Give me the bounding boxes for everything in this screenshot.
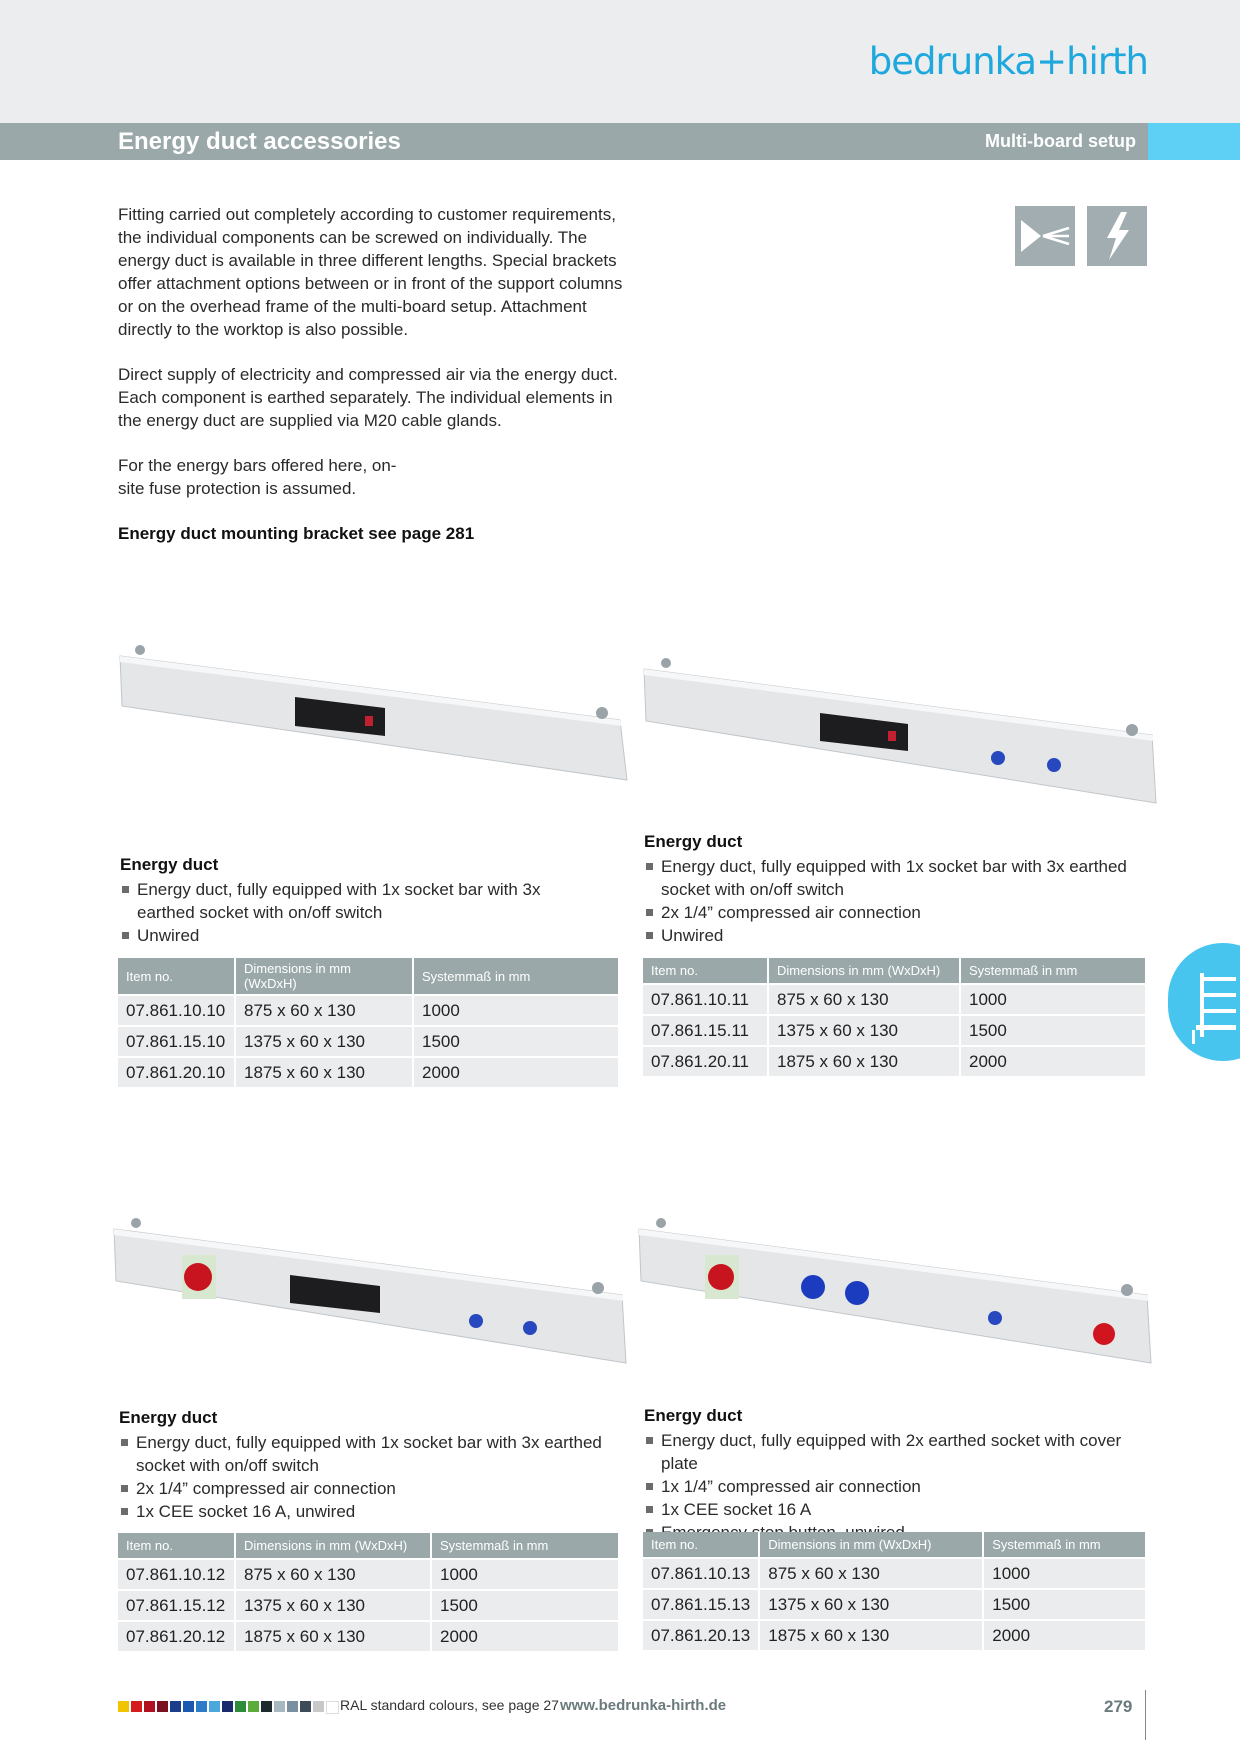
feature-item: Energy duct, fully equipped with 2x earthed socket with cover plate: [644, 1429, 1144, 1475]
product-title: Energy duct: [644, 1406, 743, 1425]
system-size: 1000: [414, 996, 618, 1025]
column-header: Systemmaß in mm: [984, 1532, 1145, 1557]
column-header: Item no.: [118, 958, 236, 994]
colour-swatch: [196, 1701, 207, 1712]
compressed-air-icon: [1015, 206, 1075, 266]
item-number: 07.861.20.11: [643, 1047, 769, 1076]
system-size: 2000: [432, 1622, 618, 1651]
system-size: 1000: [961, 985, 1145, 1014]
website-link[interactable]: www.bedrunka-hirth.de: [560, 1697, 727, 1714]
colour-swatch: [118, 1701, 129, 1712]
dimensions: 875 x 60 x 130: [236, 996, 414, 1025]
page-number: 279: [1104, 1697, 1133, 1716]
feature-item: 1x CEE socket 16 A, unwired: [119, 1500, 619, 1523]
product-features: [119, 1431, 619, 1523]
colour-swatch: [131, 1701, 142, 1712]
system-size: 2000: [984, 1621, 1145, 1650]
colour-swatch: [222, 1701, 233, 1712]
table-row: [643, 1590, 1145, 1619]
column-header: Systemmaß in mm: [414, 958, 618, 994]
system-size: 1000: [432, 1560, 618, 1589]
intro-text: [118, 203, 638, 567]
item-number: 07.861.10.13: [643, 1559, 760, 1588]
item-number: 07.861.15.11: [643, 1016, 769, 1045]
spec-table: [118, 1531, 618, 1653]
intro-paragraph: Direct supply of electricity and compressed air via the energy duct. Each component is earthed separately. The individual elements in the energy duct are supplied via M20 cable glands.: [118, 365, 618, 430]
colour-swatch: [235, 1701, 246, 1712]
feature-item: Energy duct, fully equipped with 1x socket bar with 3x earthed socket with on/off switch: [119, 1431, 619, 1477]
table-row: [643, 1016, 1145, 1045]
item-number: 07.861.10.10: [118, 996, 236, 1025]
feature-item: 2x 1/4” compressed air connection: [644, 901, 1144, 924]
chapter-tab[interactable]: [1168, 943, 1240, 1061]
table-row: [643, 1621, 1145, 1650]
item-number: 07.861.20.12: [118, 1622, 236, 1651]
colour-swatch: [261, 1701, 272, 1712]
system-size: 2000: [961, 1047, 1145, 1076]
energy-duct-image: [115, 640, 630, 795]
system-size: 1500: [414, 1027, 618, 1056]
electricity-icon: [1087, 206, 1147, 266]
system-size: 1000: [984, 1559, 1145, 1588]
dimensions: 1375 x 60 x 130: [236, 1027, 414, 1056]
energy-duct-cee-image: [110, 1215, 630, 1375]
ral-note: RAL standard colours, see page 27: [340, 1697, 559, 1713]
product-features: [644, 1429, 1144, 1544]
system-size: 1500: [984, 1590, 1145, 1619]
column-header: Dimensions in mm (WxDxH): [236, 1533, 432, 1558]
feature-item: 1x 1/4” compressed air connection: [644, 1475, 1144, 1498]
table-row: [118, 1591, 618, 1620]
colour-swatch: [274, 1701, 285, 1712]
column-header: Item no.: [643, 958, 769, 983]
title-bar: [0, 123, 1148, 160]
table-row: [118, 996, 618, 1025]
dimensions: 875 x 60 x 130: [236, 1560, 432, 1589]
feature-item: Unwired: [644, 924, 1144, 947]
feature-item: Energy duct, fully equipped with 1x socket bar with 3x earthed socket with on/off switch: [644, 855, 1144, 901]
dimensions: 1875 x 60 x 130: [236, 1622, 432, 1651]
dimensions: 1875 x 60 x 130: [236, 1058, 414, 1087]
feature-item: Energy duct, fully equipped with 1x socket bar with 3x earthed socket with on/off switch: [120, 878, 580, 924]
table-row: [118, 1058, 618, 1087]
dimensions: 1875 x 60 x 130: [769, 1047, 961, 1076]
column-header: Dimensions in mm (WxDxH): [236, 958, 414, 994]
column-header: Item no.: [643, 1532, 760, 1557]
product-title: Energy duct: [120, 855, 219, 874]
spec-table: [118, 956, 618, 1089]
item-number: 07.861.15.13: [643, 1590, 760, 1619]
product-title: Energy duct: [644, 832, 743, 851]
mounting-bracket-note: Energy duct mounting bracket see page 281: [118, 524, 475, 543]
item-number: 07.861.15.12: [118, 1591, 236, 1620]
item-number: 07.861.15.10: [118, 1027, 236, 1056]
intro-paragraph: Fitting carried out completely according to customer requirements, the individual components can be screwed on individually. The energy duct is available in three different lengths. Special brackets offer attachment options between or in front of the support columns or on the overhead frame of the multi-board setup. Attachment directly to the worktop is also possible.: [118, 205, 623, 339]
colour-swatch: [183, 1701, 194, 1712]
page-title: Energy duct accessories: [118, 128, 401, 155]
product-title: Energy duct: [119, 1408, 218, 1427]
colour-swatch: [209, 1701, 220, 1712]
item-number: 07.861.20.10: [118, 1058, 236, 1087]
column-header: Dimensions in mm (WxDxH): [769, 958, 961, 983]
column-header: Systemmaß in mm: [432, 1533, 618, 1558]
colour-swatch: [300, 1701, 311, 1712]
column-header: Dimensions in mm (WxDxH): [760, 1532, 984, 1557]
dimensions: 1375 x 60 x 130: [760, 1590, 984, 1619]
product-features: [644, 855, 1144, 947]
spec-table: [643, 1530, 1145, 1652]
brand-logo[interactable]: bedrunka+hirth: [868, 40, 1148, 83]
dimensions: 875 x 60 x 130: [769, 985, 961, 1014]
table-row: [643, 985, 1145, 1014]
table-row: [643, 1559, 1145, 1588]
system-size: 1500: [961, 1016, 1145, 1045]
column-header: Item no.: [118, 1533, 236, 1558]
colour-swatch: [144, 1701, 155, 1712]
colour-swatch: [313, 1701, 324, 1712]
section-label: Multi-board setup: [985, 131, 1136, 151]
dimensions: 1875 x 60 x 130: [760, 1621, 984, 1650]
item-number: 07.861.10.12: [118, 1560, 236, 1589]
table-row: [118, 1560, 618, 1589]
dimensions: 1375 x 60 x 130: [769, 1016, 961, 1045]
table-row: [118, 1027, 618, 1056]
energy-duct-emergency-image: [635, 1215, 1155, 1375]
feature-item: 1x CEE socket 16 A: [644, 1498, 1144, 1521]
section-color-tab: [1148, 123, 1240, 160]
colour-swatch: [170, 1701, 181, 1712]
multi-board-icon: [1168, 943, 1240, 1061]
colour-swatch: [157, 1701, 168, 1712]
page-divider: [1145, 1690, 1146, 1740]
intro-paragraph: For the energy bars offered here, on-site fuse protection is assumed.: [118, 456, 397, 498]
spec-table: [643, 956, 1145, 1078]
colour-swatch: [326, 1701, 339, 1714]
column-header: Systemmaß in mm: [961, 958, 1145, 983]
item-number: 07.861.20.13: [643, 1621, 760, 1650]
table-row: [643, 1047, 1145, 1076]
ral-colour-swatches: [118, 1701, 341, 1714]
dimensions: 1375 x 60 x 130: [236, 1591, 432, 1620]
system-size: 1500: [432, 1591, 618, 1620]
item-number: 07.861.10.11: [643, 985, 769, 1014]
feature-item: 2x 1/4” compressed air connection: [119, 1477, 619, 1500]
system-size: 2000: [414, 1058, 618, 1087]
feature-item: Unwired: [120, 924, 580, 947]
dimensions: 875 x 60 x 130: [760, 1559, 984, 1588]
energy-duct-air-image: [640, 655, 1160, 815]
table-row: [118, 1622, 618, 1651]
product-features: [120, 878, 580, 947]
colour-swatch: [248, 1701, 259, 1712]
colour-swatch: [287, 1701, 298, 1712]
